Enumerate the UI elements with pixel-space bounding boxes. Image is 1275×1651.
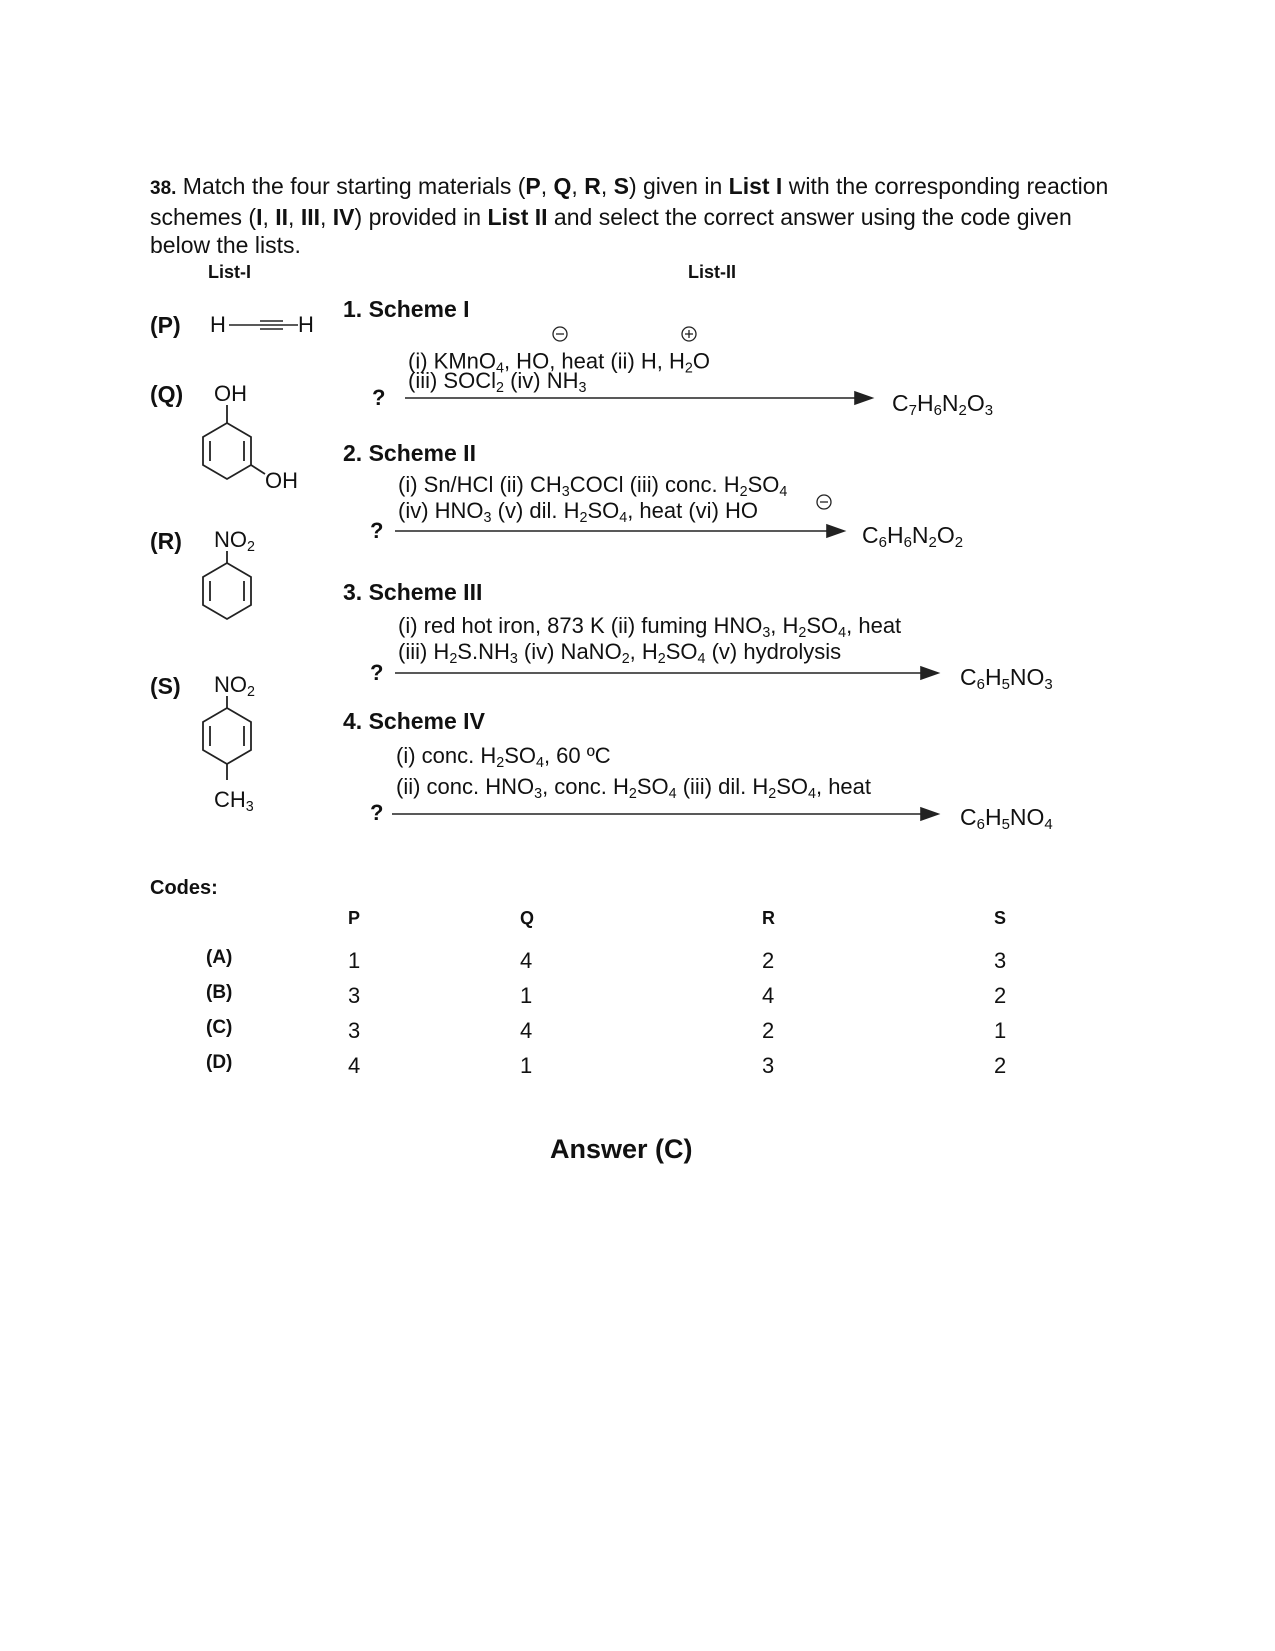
codes-col-s: S (994, 908, 1007, 928)
list2-header: List-II (688, 262, 736, 282)
scheme-4-title: 4. Scheme IV (343, 708, 485, 734)
arrow-scheme-2 (395, 525, 844, 537)
codes-col-r: R (762, 908, 775, 928)
code-cell: 2 (994, 1053, 1007, 1078)
codes-col-q: Q (520, 908, 535, 928)
code-cell: 2 (762, 1018, 775, 1043)
code-cell: 4 (520, 948, 533, 973)
scheme-4-cond-1: (i) conc. $H_2SO_4$, 60 ºC (396, 743, 611, 771)
s-ch3: $CH_3$ (214, 787, 254, 815)
scheme-1-product: $C_7H_6N_2O_3$ (892, 390, 994, 419)
code-cell: 3 (762, 1053, 775, 1078)
scheme-2-cond-1: (i) Sn/HCl (ii) $CH_3COCl$ (iii) conc. $H_2SO_4$ (398, 472, 788, 500)
code-cell: 2 (762, 948, 775, 973)
scheme-1-cond-2: (iii) SOCl$_2$ (iv) $NH_3$ (408, 368, 587, 396)
scheme-4-cond-2: (ii) conc. $HNO_3$, conc. $H_2SO_4$ (iii) dil. $H_2SO_4$, heat (396, 774, 872, 802)
acetylene-h-right: H (298, 312, 314, 337)
arrow-scheme-4 (392, 808, 938, 820)
scheme-3-cond-1: (i) red hot iron, 873 K (ii) fuming $HNO_3$, $H_2SO_4$, heat (398, 613, 902, 641)
scheme-1-title: 1. Scheme I (343, 296, 470, 322)
label-p: (P) (150, 312, 181, 338)
option-a: (A) (206, 947, 233, 968)
scheme-3-title: 3. Scheme III (343, 579, 483, 605)
codes-title: Codes: (150, 877, 218, 899)
acetylene-h-left: H (210, 312, 226, 337)
scheme-4-product: $C_6H_5NO_4$ (960, 804, 1053, 833)
s-benzene-ring (203, 696, 251, 780)
scheme-1-cond-1: (i) KMnO$_4$, HO, heat (ii) H, $H_2O$ (408, 348, 710, 377)
code-cell: 1 (348, 948, 361, 973)
question-number: 38. (150, 178, 177, 199)
code-cell: 1 (520, 1053, 533, 1078)
scheme-1-question-mark: ? (372, 385, 386, 410)
arrow-scheme-3 (395, 667, 938, 679)
code-cell: 1 (520, 983, 533, 1008)
code-cell: 3 (348, 983, 361, 1008)
scheme-3-cond-2: (iii) $H_2S.NH_3$ (iv) NaNO$_2$, $H_2SO_4$ (v) hydrolysis (398, 639, 842, 667)
code-cell: 4 (520, 1018, 533, 1043)
q-oh-meta: OH (265, 468, 298, 493)
code-cell: 1 (994, 1018, 1007, 1043)
code-cell: 2 (994, 983, 1007, 1008)
q-benzene-ring (203, 405, 265, 479)
scheme-4-question-mark: ? (370, 800, 384, 825)
r-no2: $NO_2$ (214, 527, 255, 555)
label-r: (R) (150, 528, 182, 554)
scheme-2-question-mark: ? (370, 518, 384, 543)
answer-text: Answer (C) (550, 1134, 693, 1164)
option-b: (B) (206, 982, 233, 1003)
code-cell: 4 (762, 983, 775, 1008)
question-body: Match the four starting materials (P, Q, R, S) given in List I with the corresponding reaction schemes (I, II, III, IV) provided in List II and select the correct answer using the code given below the lists. (150, 173, 1109, 258)
scheme-2-cond-2: (iv) $HNO_3$ (v) dil. $H_2SO_4$, heat (vi) HO (398, 498, 759, 526)
code-cell: 3 (994, 948, 1007, 973)
label-q: (Q) (150, 381, 184, 407)
s-no2: $NO_2$ (214, 672, 255, 700)
plus-charge-icon (682, 327, 696, 341)
minus-charge-icon-2 (817, 495, 831, 509)
r-benzene-ring (203, 551, 251, 619)
scheme-2-product: $C_6H_6N_2O_2$ (862, 522, 964, 551)
scheme-3-question-mark: ? (370, 660, 384, 685)
scheme-2-title: 2. Scheme II (343, 440, 476, 466)
minus-charge-icon (553, 327, 567, 341)
q-oh-top: OH (214, 381, 247, 406)
code-cell: 4 (348, 1053, 361, 1078)
list1-header: List-I (208, 262, 251, 282)
acetylene-triple-bond (229, 321, 298, 329)
codes-col-p: P (348, 908, 361, 928)
label-s: (S) (150, 673, 181, 699)
option-d: (D) (206, 1052, 233, 1073)
code-cell: 3 (348, 1018, 361, 1043)
option-c: (C) (206, 1017, 233, 1038)
scheme-3-product: $C_6H_5NO_3$ (960, 664, 1053, 693)
